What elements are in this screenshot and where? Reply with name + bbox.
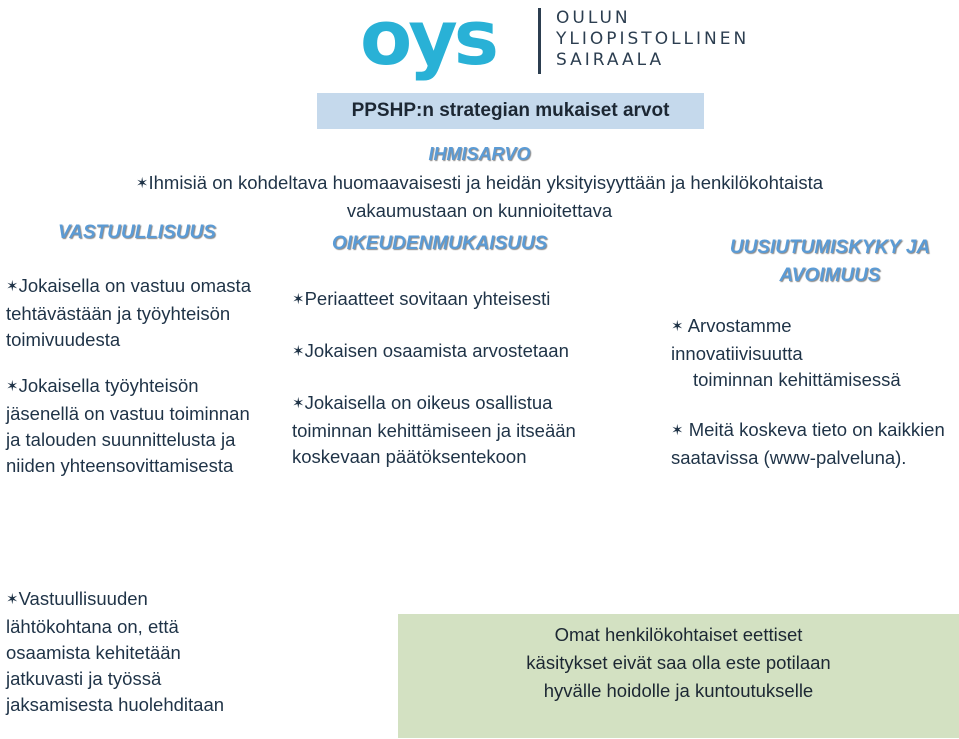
list-item: ✶Jokaisen osaamista arvostetaan — [292, 340, 569, 361]
star-bullet-icon: ✶ — [671, 422, 684, 439]
ihmisarvo-line-1: ✶Ihmisiä on kohdeltava huomaavaisesti ja heidän yksityisyyttään ja henkilökohtaista — [135, 172, 824, 193]
page-title: PPSHP:n strategian mukaiset arvot — [317, 93, 704, 129]
logo-line-3: SAIRAALA — [556, 50, 665, 70]
ihmisarvo-heading: IHMISARVO — [428, 144, 531, 164]
logo-text — [556, 8, 749, 71]
ihmisarvo-text — [0, 170, 959, 224]
star-bullet-icon: ✶ — [292, 343, 305, 360]
star-bullet-icon: ✶ — [292, 395, 305, 412]
star-bullet-icon: ✶ — [6, 378, 19, 395]
star-bullet-icon: ✶ — [135, 175, 149, 192]
logo-line-1: OULUN — [556, 8, 631, 28]
uusiutumiskyky-heading-line-2: AVOIMUUS — [779, 265, 881, 286]
list-item: ✶Jokaisella on oikeus osallistua toiminnan kehittämiseen ja itseään koskevaan päätöksentekoon — [292, 392, 576, 467]
star-bullet-icon: ✶ — [6, 278, 19, 295]
uusiutumiskyky-heading-line-1: UUSIUTUMISKYKY JA — [729, 237, 931, 258]
uusiutumiskyky-heading — [680, 234, 959, 290]
note-line-2: käsitykset eivät saa olla este potilaan — [526, 652, 831, 673]
logo-line-2: YLIOPISTOLLINEN — [556, 29, 750, 49]
vastuullisuus-list — [6, 273, 256, 499]
list-item: ✶Vastuullisuuden lähtökohtana on, että osaamista kehitetään jatkuvasti ja työssä jaksamisesta huolehditaan — [6, 588, 225, 715]
uusiutumiskyky-list — [671, 313, 959, 495]
list-item: ✶Jokaisella on vastuu omasta tehtävästään ja työyhteisön toimivuudesta — [6, 275, 251, 350]
ethics-note-box — [398, 614, 959, 738]
oikeudenmukaisuus-heading: OIKEUDENMUKAISUUS — [332, 233, 548, 254]
list-item: ✶ Meitä koskeva tieto on kaikkien saatavissa (www-palveluna). — [671, 419, 945, 468]
note-line-1: Omat henkilökohtaiset eettiset — [554, 624, 803, 645]
note-line-3: hyvälle hoidolle ja kuntoutukselle — [543, 680, 814, 701]
list-item: ✶Jokaisella työyhteisön jäsenellä on vastuu toiminnan ja talouden suunnittelusta ja niiden yhteensovittamisesta — [6, 375, 250, 476]
vastuullisuus-list-continued — [6, 586, 256, 718]
oikeudenmukaisuus-list — [292, 286, 602, 494]
star-bullet-icon: ✶ — [671, 318, 684, 335]
list-item: ✶ Arvostamme innovatiivisuutta toiminnan kehittämisessä — [671, 315, 901, 390]
ethics-note-text — [398, 621, 959, 705]
vastuullisuus-heading: VASTUULLISUUS — [58, 222, 216, 243]
oys-logo — [360, 0, 750, 82]
star-bullet-icon: ✶ — [292, 291, 305, 308]
logo-wordmark: oys — [360, 0, 495, 82]
logo-divider — [538, 8, 541, 74]
star-bullet-icon: ✶ — [6, 591, 19, 608]
ihmisarvo-line-2: vakaumustaan on kunnioitettava — [346, 200, 613, 221]
list-item: ✶Periaatteet sovitaan yhteisesti — [292, 288, 551, 309]
